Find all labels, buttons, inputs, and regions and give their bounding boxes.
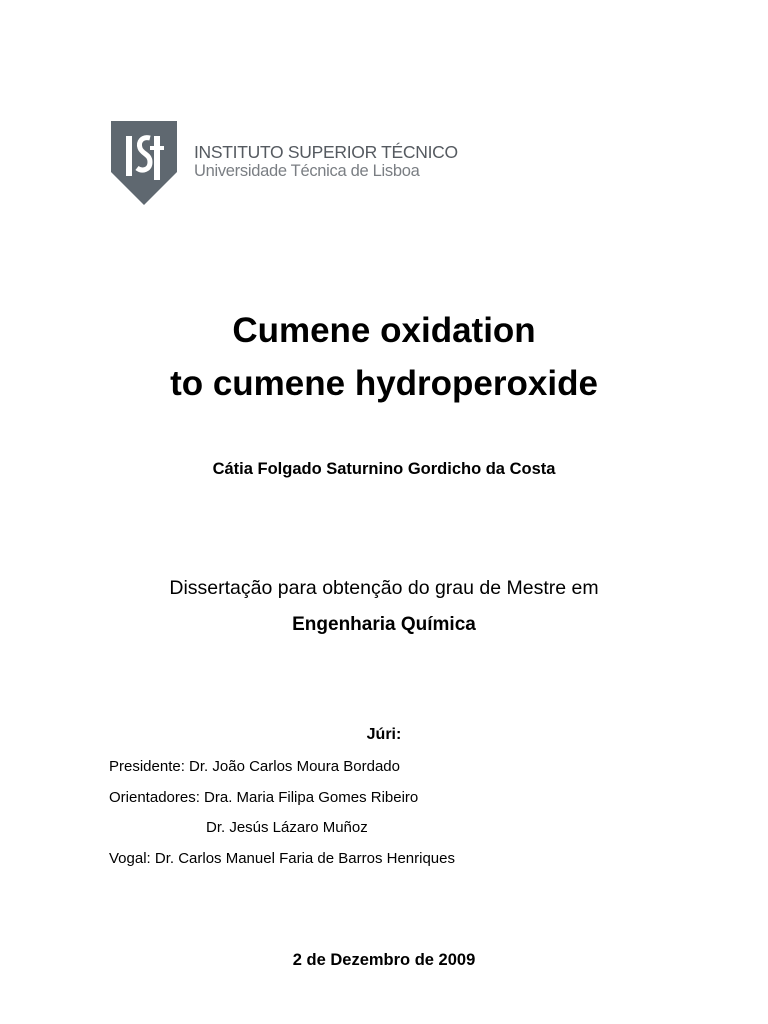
title-line-1: Cumene oxidation [232, 311, 536, 350]
author-name: Cátia Folgado Saturnino Gordicho da Costa [212, 460, 556, 478]
jury-president: Presidente: Dr. João Carlos Moura Bordado [109, 758, 400, 775]
institution-name: INSTITUTO SUPERIOR TÉCNICO [194, 142, 458, 162]
university-name: Universidade Técnica de Lisboa [194, 162, 420, 180]
title-line-2: to cumene hydroperoxide [170, 364, 598, 403]
degree-statement: Dissertação para obtenção do grau de Mestre em [169, 577, 599, 599]
jury-vogal: Vogal: Dr. Carlos Manuel Faria de Barros Henriques [109, 850, 455, 867]
submission-date: 2 de Dezembro de 2009 [292, 951, 476, 969]
jury-advisors: Orientadores: Dra. Maria Filipa Gomes Ribeiro [109, 789, 419, 806]
jury-advisor-2: Dr. Jesús Lázaro Muñoz [206, 819, 368, 836]
ist-shield-icon [110, 120, 178, 206]
institution-logo [110, 120, 458, 210]
degree-field: Engenharia Química [292, 614, 476, 635]
jury-heading: Júri: [366, 726, 402, 743]
